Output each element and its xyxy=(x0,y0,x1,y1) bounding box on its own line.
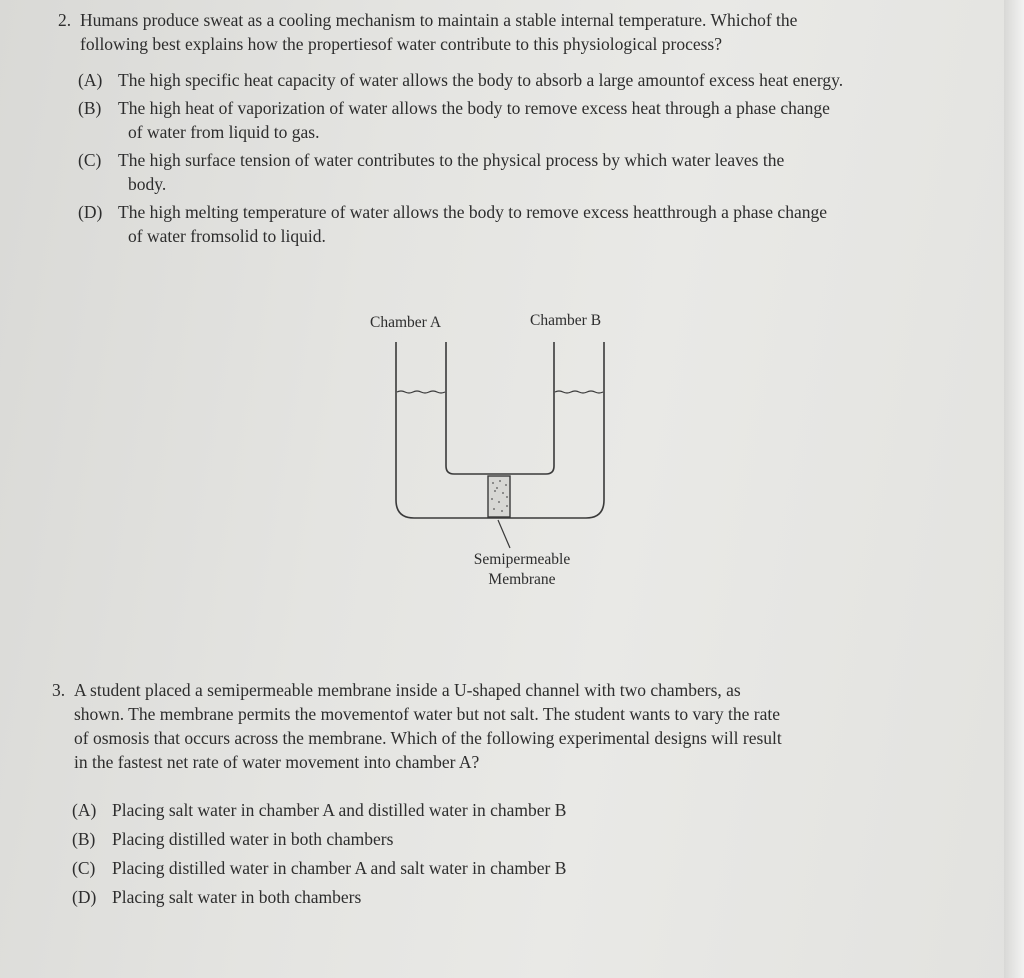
option-letter: (A) xyxy=(72,800,97,820)
chamber-b-label: Chamber B xyxy=(530,312,602,329)
option-letter: (B) xyxy=(72,829,96,849)
membrane-label-line: Semipermeable xyxy=(473,551,571,568)
option-text: Placing salt water in both chambers xyxy=(112,887,362,907)
question-3-stem xyxy=(52,678,952,774)
question-line: following best explains how the propertiesof water contribute to this physiological process? xyxy=(80,34,723,54)
question-3 xyxy=(52,678,952,914)
option-letter: (B) xyxy=(78,98,102,118)
water-level-b xyxy=(555,391,603,393)
answer-option-a xyxy=(72,798,952,822)
option-text: The high surface tension of water contributes to the physical process by which water leaves the xyxy=(118,150,785,170)
question-line: A student placed a semipermeable membrane inside a U-shaped channel with two chambers, as xyxy=(74,680,741,700)
answer-option-b xyxy=(72,827,952,851)
question-line: shown. The membrane permits the movementof water but not salt. The student wants to vary the rate xyxy=(74,704,780,724)
membrane-label xyxy=(450,550,594,590)
option-text: Placing distilled water in chamber A and salt water in chamber B xyxy=(112,858,567,878)
option-letter: (A) xyxy=(78,70,103,90)
option-text-cont: of water fromsolid to liquid. xyxy=(128,226,326,246)
question-line: of osmosis that occurs across the membrane. Which of the following experimental designs will result xyxy=(74,728,782,748)
option-text: Placing distilled water in both chambers xyxy=(112,829,394,849)
answer-options xyxy=(72,798,952,909)
question-line: in the fastest net rate of water movement into chamber A? xyxy=(74,752,480,772)
membrane-label-line: Membrane xyxy=(488,571,556,588)
option-text-cont: of water from liquid to gas. xyxy=(128,122,320,142)
question-number: 2. xyxy=(58,10,72,30)
question-number: 3. xyxy=(52,680,66,700)
option-text: The high specific heat capacity of water allows the body to absorb a large amountof excess heat energy. xyxy=(118,70,844,90)
answer-option-c xyxy=(72,856,952,880)
option-text-cont: body. xyxy=(128,174,167,194)
option-letter: (D) xyxy=(78,202,103,222)
answer-option-d xyxy=(72,885,952,909)
u-tube-inner-wall xyxy=(446,342,554,474)
chamber-a-label: Chamber A xyxy=(370,314,442,331)
water-level-a xyxy=(397,391,445,393)
option-letter: (D) xyxy=(72,887,97,907)
option-letter: (C) xyxy=(78,150,102,170)
option-text: The high heat of vaporization of water allows the body to remove excess heat through a phase change xyxy=(118,98,830,118)
question-text xyxy=(74,678,782,774)
option-letter: (C) xyxy=(72,858,96,878)
option-text: The high melting temperature of water allows the body to remove excess heatthrough a phase change xyxy=(118,202,827,222)
question-line: Humans produce sweat as a cooling mechanism to maintain a stable internal temperature. Whichof the xyxy=(80,10,798,30)
option-text: Placing salt water in chamber A and distilled water in chamber B xyxy=(112,800,567,820)
membrane-pointer xyxy=(498,520,510,548)
